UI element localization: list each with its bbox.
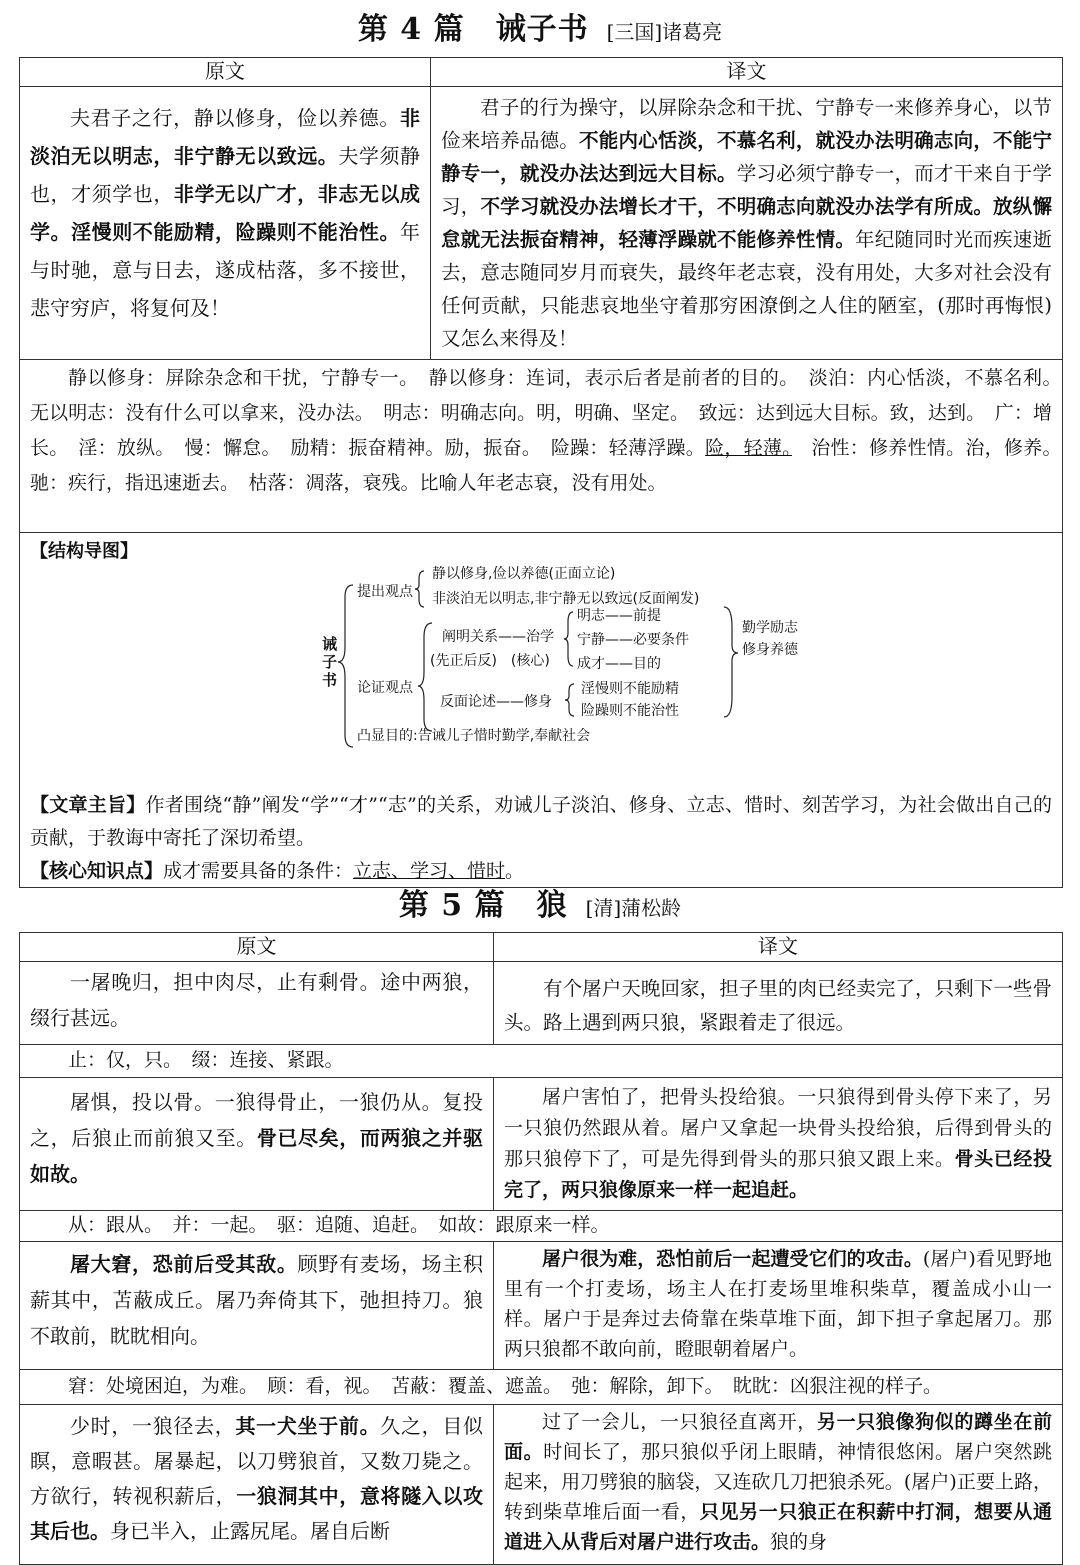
diagram-b2-d: 淫慢则不能励精 — [581, 681, 679, 697]
notes-text: 治性：修养性情。治，修养。 驰：疾行，指迅速逝去。 枯落：凋落，衰残。比喻人年老志衰，没有用处。 — [30, 437, 1071, 494]
original-emphasis: 其一犬坐于前。 — [235, 1414, 381, 1438]
original-emphasis: 非淡泊无以明志，非宁静无以致远。 — [30, 106, 420, 168]
translation-text: 时间长了，那只狼似乎闭上眼睛，神情很悠闲。屠户突然跳起来，用刀劈狼的脑袋，又连砍几刀把狼杀死。(屠户)正要上路，转到柴草堆后面一看， — [504, 1441, 1052, 1523]
branch2-brace — [418, 623, 432, 731]
theme-text: 作者围绕“静”阐发“学”“才”“志”的关系，劝诫儿子淡泊、修身、立志、惜时、刻苦学习，为社会做出自己的贡献，于教诲中寄托了深切希望。 — [30, 794, 1052, 849]
diagram-heading: 【结构导图】 — [30, 541, 138, 562]
translation-text: 君子的行为操守，以屏除杂念和干扰、宁静专一来修养身心，以节俭来培养品德。 — [441, 96, 1052, 152]
row2-translation — [494, 1078, 1063, 1211]
row3-original — [20, 1242, 494, 1370]
row1-translation: 有个屠户天晚回家，担子里的肉已经卖完了，只剩下一些骨头。路上遇到两只狼，紧跟着走了很远。 — [494, 962, 1063, 1045]
original-text: 夫学须静也，才须学也， — [30, 144, 421, 206]
article5-heading — [0, 880, 1080, 924]
article4-structure — [20, 533, 1063, 888]
original-text: 少时，一狼径去， — [70, 1414, 236, 1438]
article4-theme — [20, 789, 1062, 855]
article4-translation-cell — [431, 87, 1063, 360]
diagram-b2-c: 成才——目的 — [577, 656, 661, 672]
original-emphasis: 屠大窘，恐前后受其敌。 — [70, 1252, 298, 1276]
translation-text: 狼的身 — [770, 1531, 828, 1553]
diagram-branch1: 提出观点 — [357, 584, 413, 600]
sub2-brace — [565, 684, 574, 716]
result-brace — [724, 607, 738, 717]
diagram-branch2: 论证观点 — [357, 680, 413, 696]
original-emphasis: 非学无以广才，非志无以成学。 — [30, 182, 421, 244]
root-brace — [338, 585, 353, 747]
key-end: 。 — [505, 860, 525, 882]
translation-emphasis: 不能内心恬淡，不慕名利，就没办法明确志向，不能宁静专一，就没办法达到远大目标。 — [441, 129, 1052, 185]
diagram-b1-item1: 静以修身,俭以养德(正面立论) — [432, 566, 616, 582]
original-text: 顾野有麦场，场主积薪其中，苫蔽成丘。屠乃奔倚其下，弛担持刀。狼不敢前，眈眈相向。 — [30, 1252, 484, 1348]
diagram-branch3: 凸显目的:告诫儿子惜时勤学,奉献社会 — [357, 728, 591, 744]
article4-notes — [20, 360, 1072, 533]
article4-author: [三国]诸葛亮 — [606, 20, 723, 44]
branch1-brace — [415, 571, 424, 607]
translation-emphasis: 骨头已经投完了，两只狼像原来一样一起追赶。 — [504, 1148, 1052, 1201]
article4-col-original: 原文 — [20, 58, 431, 87]
diagram-b2-e: 险躁则不能治性 — [581, 703, 679, 719]
article4-heading — [0, 4, 1080, 48]
key-label: 【核心知识点】 — [30, 860, 164, 882]
translation-text: 学习必须宁静专一，而才干来自于学习， — [441, 162, 1052, 218]
diagram-b1-item2: 非淡泊无以明志,非宁静无以致远(反面阐发) — [432, 591, 700, 607]
diagram-b2-sub1: 阐明关系——治学 — [442, 629, 554, 645]
original-text: 屠惧，投以骨。一狼得骨止，一狼仍从。复投之，后狼止而前狼又至。 — [30, 1090, 483, 1150]
article4-original-cell — [20, 87, 431, 360]
article5-col-original: 原文 — [20, 933, 494, 962]
diagram-root: 诫子书 — [322, 635, 338, 689]
row3-notes: 窘：处境困迫，为难。 顾：看，视。 苫蔽：覆盖、遮盖。 弛：解除，卸下。 眈眈：凶狠注视的样子。 — [20, 1370, 1063, 1405]
row2-notes: 从：跟从。 并：一起。 驱：追随、追赶。 如故：跟原来一样。 — [20, 1211, 1063, 1242]
notes-underlined: 险，轻薄。 — [705, 437, 792, 459]
article4-title: 第 4 篇 诫子书 — [357, 12, 589, 47]
key-text: 成才需要具备的条件： — [163, 860, 354, 882]
translation-text: 屠户害怕了，把骨头投给狼。一只狼得到骨头停下来了，另一只狼仍然跟从着。屠户又拿起一块骨头投给狼，后得到骨头的那只狼停下了，可是先得到骨头的那只狼又跟上来。 — [504, 1086, 1052, 1170]
original-emphasis: 骨已尽矣，而两狼之并驱如故。 — [30, 1126, 484, 1186]
row1-notes: 止：仅，只。 缀：连接、紧跟。 — [20, 1045, 1063, 1078]
row3-translation — [494, 1242, 1063, 1370]
diagram-b2-sub1-note: (先正后反) (核心) — [430, 653, 550, 669]
original-emphasis: 一狼洞其中，意将隧入以攻其后也。 — [30, 1484, 484, 1543]
translation-emphasis: 只见另一只狼正在积薪中打洞，想要从通道进入从背后对屠户进行攻击。 — [504, 1501, 1052, 1553]
notes-text: 静以修身：屏除杂念和干扰，宁静专一。 静以修身：连词，表示后者是前者的目的。 淡泊：内心恬淡，不慕名利。 无以明志：没有什么可以拿来，没办法。 明志：明确志向。明，明确、坚定。 致远：达到远大目标。致，达到。 广：增长。 淫：放纵。 慢：懈怠。 励精：振奋精神。励，振奋。 险躁：轻薄浮躁。 — [30, 367, 1072, 459]
row1-original: 一屠晚归，担中肉尽，止有剩骨。途中两狼，缀行甚远。 — [20, 962, 494, 1045]
article4-table — [19, 57, 1072, 888]
article5-author: [清]蒲松龄 — [585, 896, 682, 920]
diagram-b2-b: 宁静——必要条件 — [577, 632, 689, 648]
article5-table — [19, 932, 1063, 1565]
row4-translation — [494, 1405, 1063, 1565]
original-text: 年与时驰，意与日去，遂成枯落，多不接世，悲守穷庐，将复何及！ — [30, 220, 421, 320]
structure-diagram — [20, 567, 1062, 797]
article5-title: 第 5 篇 狼 — [398, 888, 568, 923]
diagram-result1: 勤学励志 — [742, 620, 798, 636]
article4-col-translation: 译文 — [431, 58, 1063, 87]
original-text: 夫君子之行，静以修身，俭以养德。 — [70, 106, 400, 130]
article5-col-translation: 译文 — [494, 933, 1063, 962]
original-emphasis: 淫慢则不能励精，险躁则不能治性。 — [71, 220, 401, 244]
translation-emphasis: 不学习就没办法增长才干，不明确志向就没办法学有所成。放纵懈怠就无法振奋精神，轻薄浮躁就不能修养性情。 — [441, 195, 1052, 251]
sub1-brace — [564, 612, 573, 666]
row4-original — [20, 1405, 494, 1565]
translation-emphasis: 屠户很为难，恐怕前后一起遭受它们的攻击。 — [542, 1248, 923, 1270]
theme-label: 【文章主旨】 — [30, 794, 146, 816]
original-text: 久之，目似瞑，意暇甚。屠暴起，以刀劈狼首，又数刀毙之。方欲行，转视积薪后， — [30, 1414, 484, 1508]
original-text: 身已半入，止露尻尾。屠自后断 — [110, 1519, 390, 1543]
row2-original — [20, 1078, 494, 1211]
key-underlined: 立志、学习、惜时 — [353, 860, 506, 882]
diagram-result2: 修身养德 — [742, 642, 798, 658]
diagram-b2-sub2: 反面论述——修身 — [440, 694, 552, 710]
translation-text: 年纪随同时光而疾速逝去，意志随同岁月而衰失，最终年老志衰，没有用处，大多对社会没有任何贡献，只能悲哀地坐守着那穷困潦倒之人住的陋室，(那时再悔恨)又怎么来得及！ — [441, 228, 1052, 350]
translation-text: 过了一会儿，一只狼径直离开， — [542, 1411, 817, 1433]
translation-text: (屠户)看见野地里有一个打麦场，场主人在打麦场里堆积柴草，覆盖成小山一样。屠户于是奔过去倚靠在柴草堆下面，卸下担子拿起屠刀。那两只狼都不敢向前，瞪眼朝着屠户。 — [504, 1248, 1052, 1360]
diagram-b2-a: 明志——前提 — [577, 608, 661, 624]
translation-emphasis: 另一只狼像狗似的蹲坐在前面。 — [504, 1411, 1052, 1463]
